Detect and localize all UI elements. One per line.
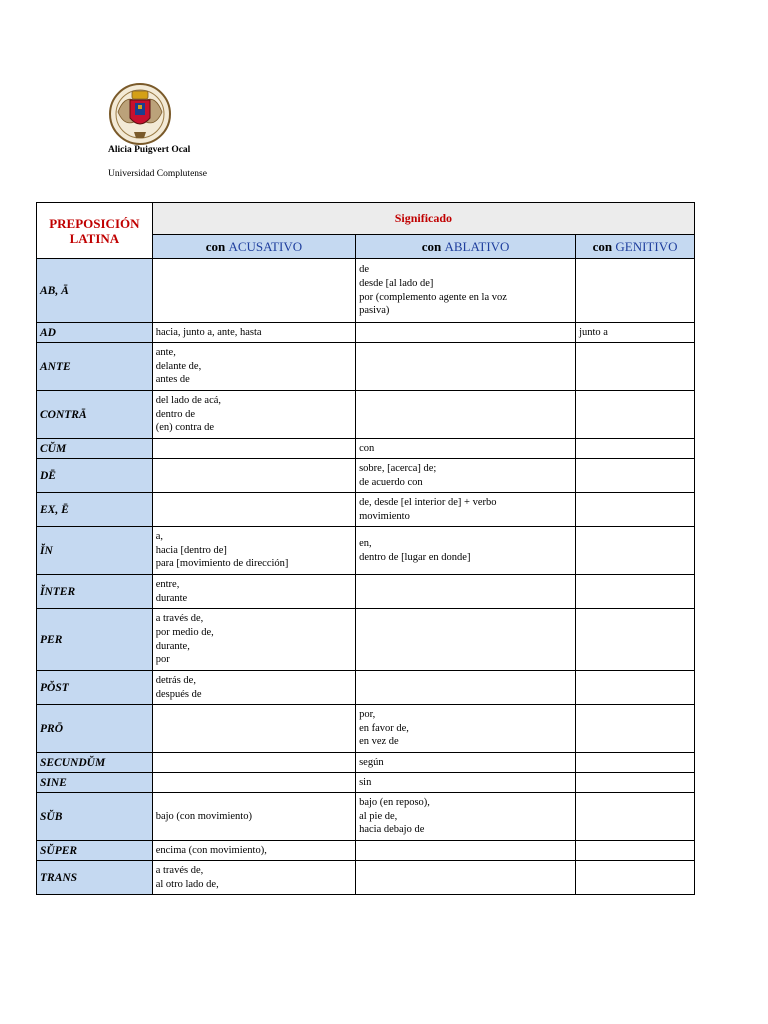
meaning-line: (en) contra de	[155, 422, 215, 434]
meaning-line: de acuerdo con	[359, 476, 423, 488]
table-row	[37, 609, 695, 671]
meaning-cell-abl	[356, 527, 576, 575]
table-row	[37, 753, 695, 773]
meaning-line: delante de,	[155, 360, 202, 372]
meaning-cell-acc	[152, 841, 355, 861]
meaning-line: por medio de,	[155, 626, 214, 638]
meaning-cell-abl	[356, 671, 576, 705]
meaning-cell-abl	[356, 343, 576, 391]
meaning-cell-abl	[356, 439, 576, 459]
latin-preposition: CŬM	[37, 439, 153, 459]
table-row	[37, 773, 695, 793]
meaning-line: por,	[359, 709, 376, 721]
meaning-cell-abl	[356, 773, 576, 793]
table-row	[37, 459, 695, 493]
meaning-line: bajo (en reposo),	[359, 797, 430, 809]
meaning-cell-gen	[576, 439, 695, 459]
meaning-line: de, desde [el interior de] + verbo	[359, 496, 497, 508]
meaning-cell-abl	[356, 753, 576, 773]
meaning-line: movimiento	[359, 510, 410, 522]
meaning-line: en favor de,	[359, 722, 409, 734]
table-row	[37, 861, 695, 895]
meaning-cell-gen	[576, 259, 695, 323]
meaning-cell-gen	[576, 705, 695, 753]
meaning-line: durante	[155, 592, 188, 604]
latin-preposition: ĬNTER	[37, 575, 153, 609]
latin-preposition: DĒ	[37, 459, 153, 493]
table-row	[37, 575, 695, 609]
meaning-cell-gen	[576, 793, 695, 841]
meaning-line: encima (con movimiento),	[155, 844, 267, 856]
meaning-line: sobre, [acerca] de;	[359, 462, 437, 474]
meaning-cell-acc	[152, 793, 355, 841]
meaning-cell-acc	[152, 575, 355, 609]
meaning-cell-gen	[576, 575, 695, 609]
meaning-cell-acc	[152, 671, 355, 705]
meaning-line: hacia debajo de	[359, 824, 425, 836]
table-row	[37, 259, 695, 323]
meaning-cell-gen	[576, 753, 695, 773]
meaning-cell-gen	[576, 861, 695, 895]
table-body	[37, 259, 695, 895]
table-row	[37, 527, 695, 575]
latin-preposition: TRANS	[37, 861, 153, 895]
university-crest-icon	[108, 82, 172, 146]
meaning-line: a través de,	[155, 864, 204, 876]
preposition-header-line1: PREPOSICIÓN	[49, 215, 140, 231]
meaning-line: en,	[359, 537, 372, 549]
meaning-cell-acc	[152, 343, 355, 391]
meaning-line: al otro lado de,	[155, 878, 219, 890]
prepositions-table	[36, 202, 695, 895]
meaning-cell-abl	[356, 705, 576, 753]
meaning-cell-gen	[576, 493, 695, 527]
latin-preposition: ĬN	[37, 527, 153, 575]
meaning-cell-abl	[356, 861, 576, 895]
table-row	[37, 391, 695, 439]
meaning-cell-gen	[576, 609, 695, 671]
meaning-header: Significado	[152, 203, 694, 235]
meaning-cell-abl	[356, 259, 576, 323]
meaning-line: en vez de	[359, 736, 399, 748]
case-name-genitive: GENITIVO	[615, 238, 678, 254]
meaning-line: dentro de [lugar en donde]	[359, 551, 471, 563]
latin-preposition: SINE	[37, 773, 153, 793]
meaning-line: para [movimiento de dirección]	[155, 558, 289, 570]
meaning-cell-acc	[152, 773, 355, 793]
latin-preposition: PER	[37, 609, 153, 671]
meaning-line: hacia, junto a, ante, hasta	[155, 326, 262, 338]
meaning-cell-abl	[356, 609, 576, 671]
meaning-line: según	[359, 756, 384, 768]
latin-preposition: ANTE	[37, 343, 153, 391]
meaning-cell-gen	[576, 773, 695, 793]
meaning-cell-gen	[576, 527, 695, 575]
meaning-cell-gen	[576, 459, 695, 493]
meaning-line: desde [al lado de]	[359, 277, 434, 289]
latin-preposition: AB, Ā	[37, 259, 153, 323]
meaning-cell-acc	[152, 493, 355, 527]
meaning-cell-gen	[576, 671, 695, 705]
meaning-cell-abl	[356, 575, 576, 609]
meaning-line: de	[359, 264, 369, 276]
meaning-cell-acc	[152, 259, 355, 323]
case-prefix: con	[592, 238, 613, 254]
meaning-line: por (complemento agente en la voz	[359, 291, 507, 303]
table-row	[37, 705, 695, 753]
accusative-header	[152, 235, 355, 259]
meaning-line: detrás de,	[155, 674, 196, 686]
latin-preposition: SŬPER	[37, 841, 153, 861]
meaning-line: a través de,	[155, 613, 204, 625]
meaning-line: dentro de	[155, 408, 196, 420]
meaning-cell-abl	[356, 793, 576, 841]
meaning-line: sin	[359, 776, 372, 788]
meaning-line: junto a	[579, 326, 608, 338]
meaning-cell-acc	[152, 753, 355, 773]
latin-preposition: PŎST	[37, 671, 153, 705]
meaning-cell-acc	[152, 439, 355, 459]
table-row	[37, 323, 695, 343]
case-prefix: con	[421, 238, 442, 254]
preposition-header-line2: LATINA	[69, 230, 120, 246]
table-row	[37, 493, 695, 527]
meaning-line: del lado de acá,	[155, 395, 222, 407]
latin-preposition: SECUNDŬM	[37, 753, 153, 773]
table-row	[37, 439, 695, 459]
preposition-column-header	[37, 203, 153, 259]
meaning-cell-acc	[152, 459, 355, 493]
meaning-cell-abl	[356, 493, 576, 527]
genitive-header	[576, 235, 695, 259]
meaning-cell-acc	[152, 527, 355, 575]
meaning-line: con	[359, 442, 375, 454]
meaning-line: por	[155, 654, 170, 666]
meaning-cell-abl	[356, 323, 576, 343]
meaning-cell-acc	[152, 609, 355, 671]
meaning-cell-abl	[356, 841, 576, 861]
author-name: Alicia Puigvert Ocal	[108, 145, 191, 155]
meaning-line: bajo (con movimiento)	[155, 810, 252, 822]
table-row	[37, 343, 695, 391]
institution-name: Universidad Complutense	[108, 169, 207, 179]
meaning-line: hacia [dentro de]	[155, 544, 227, 556]
meaning-cell-abl	[356, 459, 576, 493]
meaning-cell-gen	[576, 323, 695, 343]
meaning-line: al pie de,	[359, 810, 398, 822]
case-prefix: con	[205, 238, 226, 254]
table-row	[37, 793, 695, 841]
meaning-cell-acc	[152, 705, 355, 753]
meaning-line: después de	[155, 688, 202, 700]
table-row	[37, 841, 695, 861]
case-name-ablative: ABLATIVO	[444, 238, 510, 254]
meaning-cell-gen	[576, 343, 695, 391]
meaning-cell-abl	[356, 391, 576, 439]
latin-preposition: SŬB	[37, 793, 153, 841]
meaning-line: entre,	[155, 578, 180, 590]
meaning-cell-gen	[576, 391, 695, 439]
meaning-cell-acc	[152, 391, 355, 439]
table-row	[37, 671, 695, 705]
meaning-line: a,	[155, 531, 164, 543]
meaning-line: antes de	[155, 374, 190, 386]
meaning-cell-acc	[152, 861, 355, 895]
latin-preposition: CONTRĀ	[37, 391, 153, 439]
meaning-line: durante,	[155, 640, 190, 652]
latin-preposition: EX, Ē	[37, 493, 153, 527]
meaning-cell-acc	[152, 323, 355, 343]
meaning-cell-gen	[576, 841, 695, 861]
latin-preposition: AD	[37, 323, 153, 343]
meaning-line: ante,	[155, 347, 176, 359]
latin-preposition: PRŌ	[37, 705, 153, 753]
ablative-header	[356, 235, 576, 259]
meaning-line: pasiva)	[359, 305, 390, 317]
case-name-accusative: ACUSATIVO	[228, 238, 303, 254]
